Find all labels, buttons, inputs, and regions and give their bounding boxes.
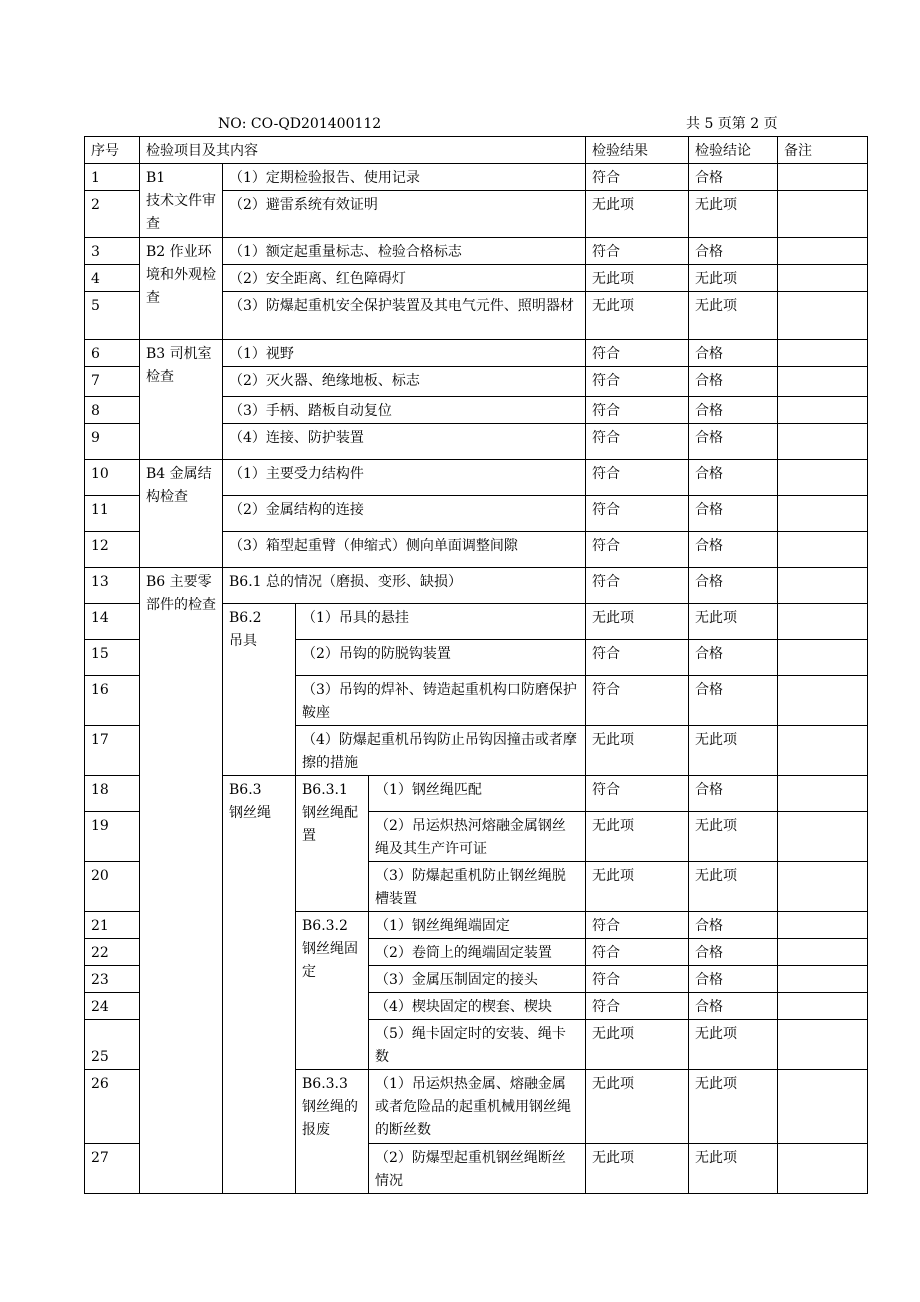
row-result: 符合	[586, 912, 689, 939]
row-item: B6.1 总的情况（磨损、变形、缺损）	[223, 568, 586, 604]
row-conclusion: 合格	[689, 776, 778, 812]
row-remark	[778, 424, 868, 460]
row-conclusion: 无此项	[689, 862, 778, 912]
row-remark	[778, 460, 868, 496]
row-result: 符合	[586, 532, 689, 568]
row-result: 符合	[586, 966, 689, 993]
row-remark	[778, 912, 868, 939]
row-result: 符合	[586, 640, 689, 676]
row-result: 符合	[586, 568, 689, 604]
row-conclusion: 无此项	[689, 1020, 778, 1070]
row-seq: 21	[85, 912, 140, 939]
row-seq: 1	[85, 164, 140, 191]
row-seq: 11	[85, 496, 140, 532]
row-item: （1）额定起重量标志、检验合格标志	[223, 238, 586, 265]
row-result: 无此项	[586, 1070, 689, 1144]
row-item: （4）连接、防护装置	[223, 424, 586, 460]
row-item: （4）防爆起重机吊钩防止吊钩因撞击或者摩擦的措施	[296, 726, 586, 776]
row-result: 符合	[586, 397, 689, 424]
row-remark	[778, 939, 868, 966]
row-remark	[778, 640, 868, 676]
table-row	[85, 340, 868, 367]
row-conclusion: 无此项	[689, 812, 778, 862]
row-item: （2）吊钩的防脱钩装置	[296, 640, 586, 676]
group-b631: B6.3.1 钢丝绳配置	[296, 776, 369, 912]
row-seq: 14	[85, 604, 140, 640]
table-row	[85, 238, 868, 265]
row-conclusion: 合格	[689, 238, 778, 265]
group-b4: B4 金属结构检查	[140, 460, 223, 568]
row-conclusion: 合格	[689, 164, 778, 191]
row-seq: 6	[85, 340, 140, 367]
row-seq: 20	[85, 862, 140, 912]
row-conclusion: 无此项	[689, 726, 778, 776]
row-remark	[778, 993, 868, 1020]
row-seq: 12	[85, 532, 140, 568]
row-item: （3）吊钩的焊补、铸造起重机构口防磨保护鞍座	[296, 676, 586, 726]
row-item: （2）卷筒上的绳端固定装置	[369, 939, 586, 966]
row-seq: 8	[85, 397, 140, 424]
row-seq: 17	[85, 726, 140, 776]
row-item: （3）防爆起重机防止钢丝绳脱槽装置	[369, 862, 586, 912]
row-result: 符合	[586, 496, 689, 532]
row-conclusion: 无此项	[689, 604, 778, 640]
row-conclusion: 合格	[689, 424, 778, 460]
page-info: 共 5 页第 2 页	[686, 116, 778, 132]
row-conclusion: 合格	[689, 939, 778, 966]
row-seq: 7	[85, 367, 140, 397]
row-item: （1）吊具的悬挂	[296, 604, 586, 640]
row-result: 无此项	[586, 265, 689, 292]
row-remark	[778, 191, 868, 238]
row-item: （3）箱型起重臂（伸缩式）侧向单面调整间隙	[223, 532, 586, 568]
row-item: （2）安全距离、红色障碍灯	[223, 265, 586, 292]
row-seq: 26	[85, 1070, 140, 1144]
row-seq: 19	[85, 812, 140, 862]
row-remark	[778, 164, 868, 191]
row-remark	[778, 568, 868, 604]
row-seq: 13	[85, 568, 140, 604]
row-conclusion: 无此项	[689, 191, 778, 238]
row-result: 无此项	[586, 1020, 689, 1070]
group-b2: B2 作业环境和外观检查	[140, 238, 223, 340]
row-conclusion: 合格	[689, 460, 778, 496]
group-b633: B6.3.3 钢丝绳的报废	[296, 1070, 369, 1194]
group-b1: B1 技术文件审查	[140, 164, 223, 238]
col-header-remark: 备注	[778, 137, 868, 164]
row-item: （2）灭火器、绝缘地板、标志	[223, 367, 586, 397]
row-conclusion: 合格	[689, 367, 778, 397]
row-remark	[778, 340, 868, 367]
row-remark	[778, 862, 868, 912]
row-remark	[778, 532, 868, 568]
row-item: （4）楔块固定的楔套、楔块	[369, 993, 586, 1020]
row-conclusion: 合格	[689, 568, 778, 604]
row-item: （1）钢丝绳匹配	[369, 776, 586, 812]
row-seq: 18	[85, 776, 140, 812]
row-result: 符合	[586, 776, 689, 812]
row-item: （1）主要受力结构件	[223, 460, 586, 496]
row-item: （5）绳卡固定时的安装、绳卡数	[369, 1020, 586, 1070]
row-item: （1）钢丝绳绳端固定	[369, 912, 586, 939]
row-result: 符合	[586, 939, 689, 966]
row-item: （1）定期检验报告、使用记录	[223, 164, 586, 191]
row-remark	[778, 604, 868, 640]
table-row	[85, 568, 868, 604]
row-conclusion: 合格	[689, 532, 778, 568]
table-header-row	[85, 137, 868, 164]
row-seq: 24	[85, 993, 140, 1020]
row-seq: 16	[85, 676, 140, 726]
row-seq: 2	[85, 191, 140, 238]
row-conclusion: 无此项	[689, 1144, 778, 1194]
row-seq: 22	[85, 939, 140, 966]
row-remark	[778, 367, 868, 397]
row-conclusion: 无此项	[689, 292, 778, 340]
row-remark	[778, 1070, 868, 1144]
col-header-item: 检验项目及其内容	[140, 137, 586, 164]
row-remark	[778, 292, 868, 340]
row-remark	[778, 496, 868, 532]
group-b6: B6 主要零部件的检查	[140, 568, 223, 1194]
row-result: 无此项	[586, 191, 689, 238]
row-item: （2）吊运炽热河熔融金属钢丝绳及其生产许可证	[369, 812, 586, 862]
row-item: （3）防爆起重机安全保护装置及其电气元件、照明器材	[223, 292, 586, 340]
row-remark	[778, 676, 868, 726]
row-remark	[778, 812, 868, 862]
row-conclusion: 合格	[689, 966, 778, 993]
row-conclusion: 合格	[689, 340, 778, 367]
group-b632: B6.3.2 钢丝绳固定	[296, 912, 369, 1070]
row-result: 符合	[586, 340, 689, 367]
row-item: （2）避雷系统有效证明	[223, 191, 586, 238]
row-remark	[778, 1144, 868, 1194]
row-item: （1）吊运炽热金属、熔融金属或者危险品的起重机械用钢丝绳的断丝数	[369, 1070, 586, 1144]
row-conclusion: 合格	[689, 912, 778, 939]
row-conclusion: 合格	[689, 397, 778, 424]
row-remark	[778, 726, 868, 776]
row-remark	[778, 265, 868, 292]
row-result: 无此项	[586, 1144, 689, 1194]
row-conclusion: 合格	[689, 640, 778, 676]
row-remark	[778, 776, 868, 812]
row-seq: 23	[85, 966, 140, 993]
row-result: 无此项	[586, 862, 689, 912]
row-remark	[778, 238, 868, 265]
row-conclusion: 合格	[689, 993, 778, 1020]
row-result: 符合	[586, 460, 689, 496]
row-item: （2）金属结构的连接	[223, 496, 586, 532]
row-result: 符合	[586, 993, 689, 1020]
row-result: 符合	[586, 238, 689, 265]
row-seq: 15	[85, 640, 140, 676]
row-item: （3）手柄、踏板自动复位	[223, 397, 586, 424]
row-remark	[778, 966, 868, 993]
group-b62: B6.2 吊具	[223, 604, 296, 776]
row-seq: 3	[85, 238, 140, 265]
document-number: NO: CO-QD201400112	[218, 116, 382, 132]
row-seq: 9	[85, 424, 140, 460]
row-remark	[778, 397, 868, 424]
row-result: 无此项	[586, 604, 689, 640]
row-conclusion: 合格	[689, 676, 778, 726]
row-seq: 10	[85, 460, 140, 496]
group-b3: B3 司机室检查	[140, 340, 223, 460]
row-seq: 4	[85, 265, 140, 292]
row-item: （2）防爆型起重机钢丝绳断丝情况	[369, 1144, 586, 1194]
row-conclusion: 无此项	[689, 265, 778, 292]
row-result: 无此项	[586, 726, 689, 776]
row-result: 无此项	[586, 812, 689, 862]
row-item: （1）视野	[223, 340, 586, 367]
inspection-table	[84, 136, 868, 1194]
row-conclusion: 无此项	[689, 1070, 778, 1144]
table-row	[85, 460, 868, 496]
row-result: 符合	[586, 367, 689, 397]
row-result: 符合	[586, 164, 689, 191]
col-header-result: 检验结果	[586, 137, 689, 164]
row-seq: 25	[85, 1020, 140, 1070]
row-result: 无此项	[586, 292, 689, 340]
row-item: （3）金属压制固定的接头	[369, 966, 586, 993]
row-result: 符合	[586, 424, 689, 460]
group-b63: B6.3 钢丝绳	[223, 776, 296, 1194]
row-conclusion: 合格	[689, 496, 778, 532]
col-header-conclusion: 检验结论	[689, 137, 778, 164]
row-seq: 27	[85, 1144, 140, 1194]
col-header-seq: 序号	[85, 137, 140, 164]
row-result: 符合	[586, 676, 689, 726]
row-seq: 5	[85, 292, 140, 340]
table-row	[85, 164, 868, 191]
row-remark	[778, 1020, 868, 1070]
